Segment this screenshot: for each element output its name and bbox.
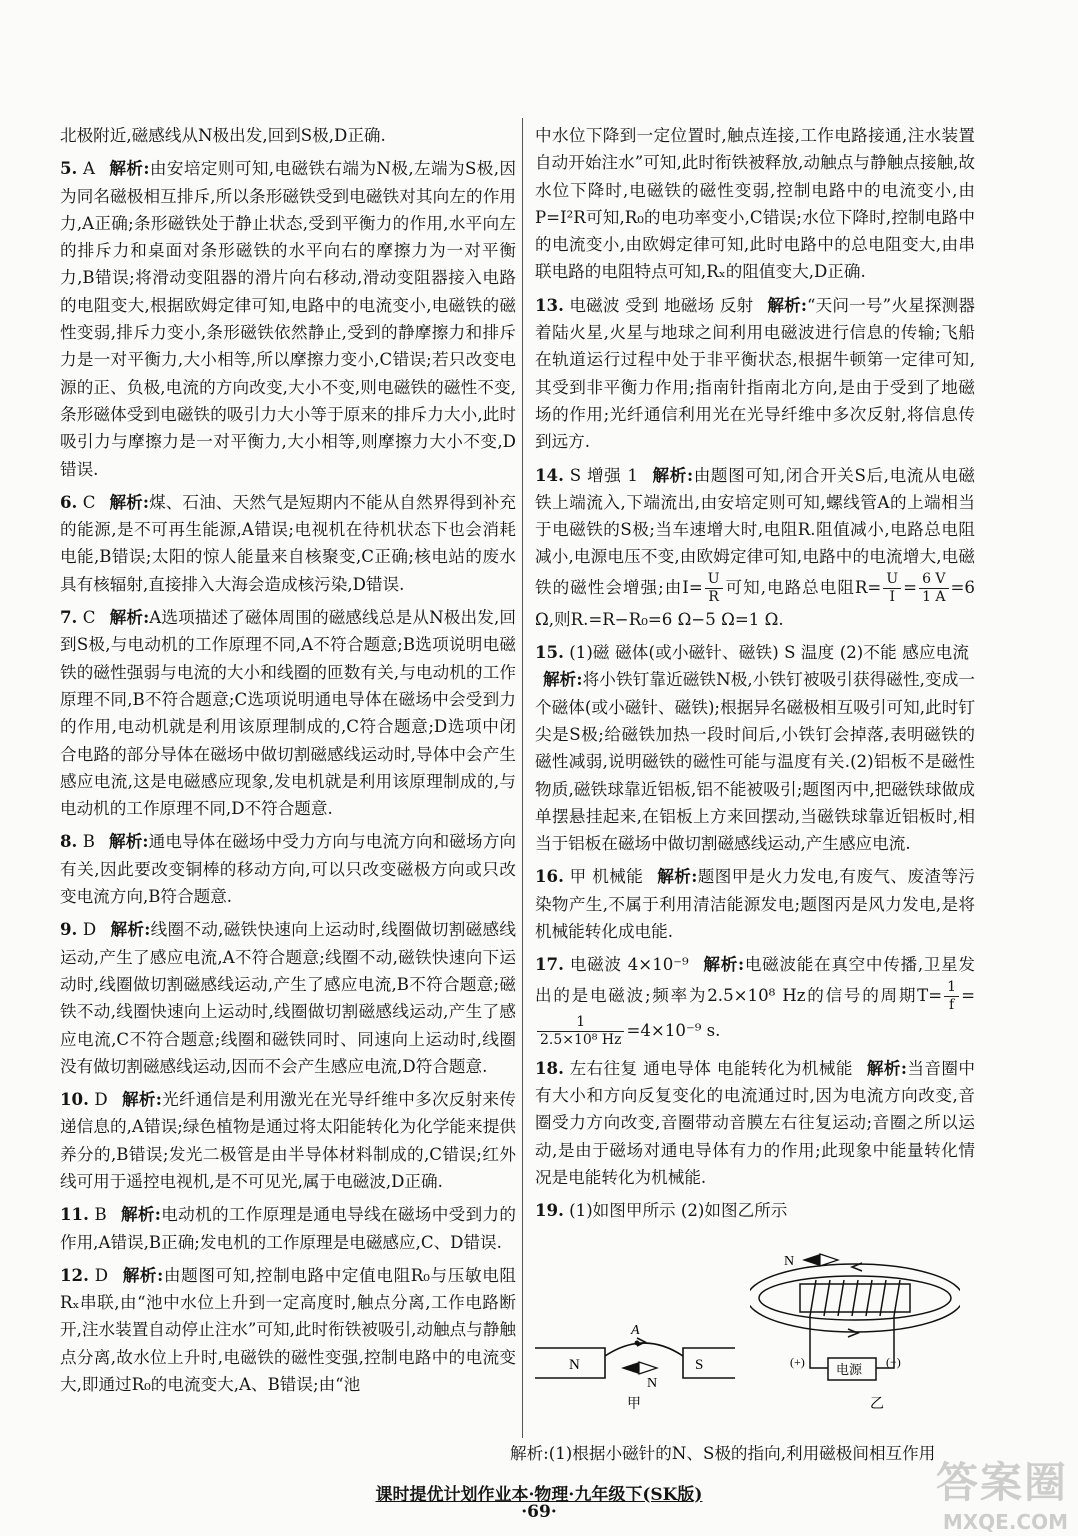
- figure-yi: [750, 1248, 960, 1438]
- magnet-s-outline: [683, 1348, 735, 1378]
- figure-jia-caption: 甲: [627, 1396, 641, 1412]
- fraction-1-over-f: $\frac{1}{f}$: [944, 979, 959, 1014]
- fraction-frequency: $\frac{1}{\text{2.5×10⁸ Hz}}$: [537, 1014, 624, 1049]
- column-divider: [522, 118, 523, 1438]
- figure-yi-caption: 乙: [870, 1396, 884, 1412]
- minus-terminal-label: (−): [886, 1355, 901, 1369]
- left-continuation: 北极附近,磁感线从N极出发,回到S极,D正确.: [60, 126, 386, 145]
- power-source-label: 电源: [836, 1363, 863, 1378]
- fraction-6v-over-1a: $\frac{6 V}{1 A}$: [919, 571, 948, 606]
- answer-9: 9. D 解析:线圈不动,磁铁快速向上运动时,线圈做切割磁感线运动,产生了感应电流,A不符合题意;线圈不动,磁铁快速向下运动时,线圈做切割磁感线运动,产生了感应电流,B不符合题意;磁铁不动,线圈快速向上运动时,线圈做切割磁感线运动,产生了感应电流,C不符合题意;线圈和磁铁同时、同速向上运动时,线圈没有做切割磁感线运动,因而不会产生感应电流,D符合题意.: [60, 919, 516, 1076]
- yi-needle-n-label: N: [784, 1254, 795, 1269]
- answer-18: 18. 左右往复 通电导体 电能转化为机械能 解析:当音圈中有大小和方向反复变化的电流通过时,因为电流方向改变,音圈受力方向改变,音圈带动音膜左右往复运动;音圈之所以运动,是由于磁场对通电导体有力的作用;此现象中能量转化情况是电能转化为机械能.: [535, 1057, 975, 1187]
- field-line: [605, 1343, 683, 1356]
- right-column: [535, 122, 975, 1230]
- left-column: [60, 122, 516, 1404]
- answer-17: 17. 电磁波 4×10⁻⁹ 解析:电磁波能在真空中传播,卫星发出的是电磁波;频率为2.5×10⁸ Hz的信号的周期T= $\frac{1}{f}$ = $\frac{1}{\text{2.5×10⁸ Hz}}$ =4×10⁻⁹ s.: [535, 954, 975, 1048]
- plus-terminal-label: (+): [790, 1355, 805, 1369]
- answer-5: 5. A 解析:由安培定则可知,电磁铁右端为N极,左端为S极,因为同名磁极相互排斥,所以条形磁铁受到电磁铁对其向左的作用力,A正确;条形磁铁处于静止状态,受到平衡力的作用,水平向左的排斥力和桌面对条形磁铁的水平向右的摩擦力为一对平衡力,B错误;将滑动变阻器的滑片向右移动,滑动变阻器接入电路的电阻变大,根据欧姆定律可知,电路中的电流变小,电磁铁的磁性变弱,排斥力变小,条形磁铁依然静止,受到的静摩擦力和排斥力是一对平衡力,大小相等,所以摩擦力变小,C错误;若只改变电源的正、负极,电流的方向改变,大小不变,则电磁铁的磁性不变,条形磁体受到电磁铁的吸引力大小等于原来的排斥力大小,此时吸引力与摩擦力是一对平衡力,大小相等,则摩擦力大小不变,D错误.: [60, 158, 516, 479]
- watermark-small: MXQE.COM: [942, 1510, 1068, 1534]
- answer-12: 12. D 解析:由题图可知,控制电路中定值电阻R₀与压敏电阻Rₓ串联,由“池中水位上升到一定高度时,触点分离,工作电路断开,注水装置自动停止注水”可知,此时衔铁被吸引,动触点与静触点分离,故水位上升时,电磁铁的磁性变强,控制电路中的电流变大,即通过R₀的电流变大,A、B错误;由“池: [60, 1264, 517, 1395]
- point-a-dot: [635, 1341, 640, 1346]
- figure-jia: [535, 1318, 735, 1428]
- answer-19: 19. (1)如图甲所示 (2)如图乙所示: [535, 1200, 788, 1221]
- wire-left: [810, 1316, 828, 1368]
- yi-needle-dark: [802, 1254, 820, 1266]
- fraction-u-over-r: $\frac{U}{R}$: [705, 571, 723, 606]
- pole-s-label: S: [695, 1357, 704, 1373]
- footer-title: 课时提优计划作业本·物理·九年级下(SK版): [375, 1485, 703, 1505]
- answer-7: 7. C 解析:A选项描述了磁体周围的磁感线总是从N极出发,回到S极,与电动机的工作原理不同,A不符合题意;B选项说明电磁铁的磁性强弱与电流的大小和线圈的匝数有关,与电动机的工作原理不同,B不符合题意;C选项说明通电导体在磁场中会受到力的作用,电动机就是利用该原理制成的,C符合题意;D选项中闭合电路的部分导体在磁场中做切割磁感线运动时,导体中会产生感应电流,这是电磁感应现象,发电机就是利用该原理制成的,与电动机的工作原理不同,D不符合题意.: [60, 607, 516, 819]
- right-continuation: 中水位下降到一定位置时,触点连接,工作电路接通,注水装置自动开始注水”可知,此时衔铁被释放,动触点与静触点接触,故水位下降时,电磁铁的磁性变弱,控制电路中的电流变小,由P=I²R可知,R₀的电功率变小,C错误;水位下降时,控制电路中的电流变小,由欧姆定律可知,此时电路中的总电阻变大,由串联电路的电阻特点可知,Rₓ的阻值变大,D正确.: [535, 126, 975, 282]
- page-number: ·69·: [521, 1502, 557, 1522]
- answer-11: 11. B 解析:电动机的工作原理是通电导线在磁场中受到力的作用,A错误,B正确;发电机的工作原理是电磁感应,C、D错误.: [60, 1204, 516, 1252]
- pole-n-label: N: [569, 1357, 580, 1373]
- answer-16: 16. 甲 机械能 解析:题图甲是火力发电,有废气、废渣等污染物产生,不属于利用清洁能源发电;题图丙是风力发电,是将机械能转化成电能.: [535, 866, 975, 942]
- solenoid-coil: [810, 1280, 900, 1316]
- answer-15: 15. (1)磁 磁体(或小磁针、磁铁) S 温度 (2)不能 感应电流解析:将小铁钉靠近磁铁N极,小铁钉被吸引获得磁性,变成一个磁体(或小磁针、磁铁);根据异名磁极相互吸引可知,此时钉尖是S极;给磁铁加热一段时间后,小铁钉会掉落,表明磁铁的磁性减弱,说明磁铁的磁性可能与温度有关.(2)铝板不是磁性物质,磁铁球靠近铝板,铝不能被吸引;题图丙中,把磁铁球做成单摆悬挂起来,在铝板上方来回摆动,当磁铁球靠近铝板时,相当于铝板在磁场中做切割磁感线运动,产生感应电流.: [535, 642, 975, 854]
- answer-13: 13. 电磁波 受到 地磁场 反射 解析:“天问一号”火星探测器着陆火星,火星与地球之间利用电磁波进行信息的传输;飞船在轨道运行过程中处于非平衡状态,根据牛顿第一定律可知,其受到非平衡力作用;指南针指南北方向,是由于受到了地磁场的作用;光纤通信利用光在光导纤维中多次反射,将信息传到远方.: [535, 294, 975, 452]
- needle-n-label: N: [647, 1376, 658, 1391]
- answer-6: 6. C 解析:煤、石油、天然气是短期内不能从自然界得到补充的能源,是不可再生能源,A错误;电视机在待机状态下也会消耗电能,B错误;太阳的惊人能量来自核聚变,C正确;核电站的废水具有核辐射,直接排入大海会造成核污染,D错误.: [60, 491, 516, 594]
- answer-19-explanation: 解析:(1)根据小磁针的N、S极的指向,利用磁极间相互作用: [510, 1444, 936, 1463]
- compass-needle-light: [639, 1362, 657, 1374]
- point-a-label: A: [631, 1323, 640, 1338]
- field-arrow-bottom: [848, 1329, 858, 1337]
- watermark-big: 答案圈: [935, 1458, 1068, 1507]
- compass-needle-dark: [621, 1362, 639, 1374]
- answer-10: 10. D 解析:光纤通信是利用激光在光导纤维中多次反射来传递信息的,A错误;绿色植物是通过将太阳能转化为化学能来提供养分的,B错误;发光二极管是由半导体材料制成的,C错误;红外线可用于遥控电视机,是不可见光,属于电磁波,D正确.: [60, 1089, 516, 1191]
- watermark-logo: [888, 1450, 1068, 1534]
- fraction-u-over-i: $\frac{U}{I}$: [883, 571, 901, 606]
- answer-14: 14. S 增强 1 解析:由题图可知,闭合开关S后,电流从电磁铁上端流入,下端流出,由安培定则可知,螺线管A的上端相当于电磁铁的S极;当车速增大时,电阻R.阻值减小,电路总电阻减小,电源电压不变,由欧姆定律可知,电路中的电流增大,电磁铁的磁性会增强;由I= $\frac{U}{R}$ 可知,电路总电阻R= $\frac{U}{I}$ = $\frac{6 V}{1 A}$ =6 Ω,则R.=R−R₀=6 Ω−5 Ω=1 Ω.: [535, 464, 976, 629]
- answer-8: 8. B 解析:通电导体在磁场中受力方向与电流方向和磁场方向有关,因此要改变铜棒的移动方向,可以只改变磁极方向或只改变电流方向,B符合题意.: [60, 831, 516, 907]
